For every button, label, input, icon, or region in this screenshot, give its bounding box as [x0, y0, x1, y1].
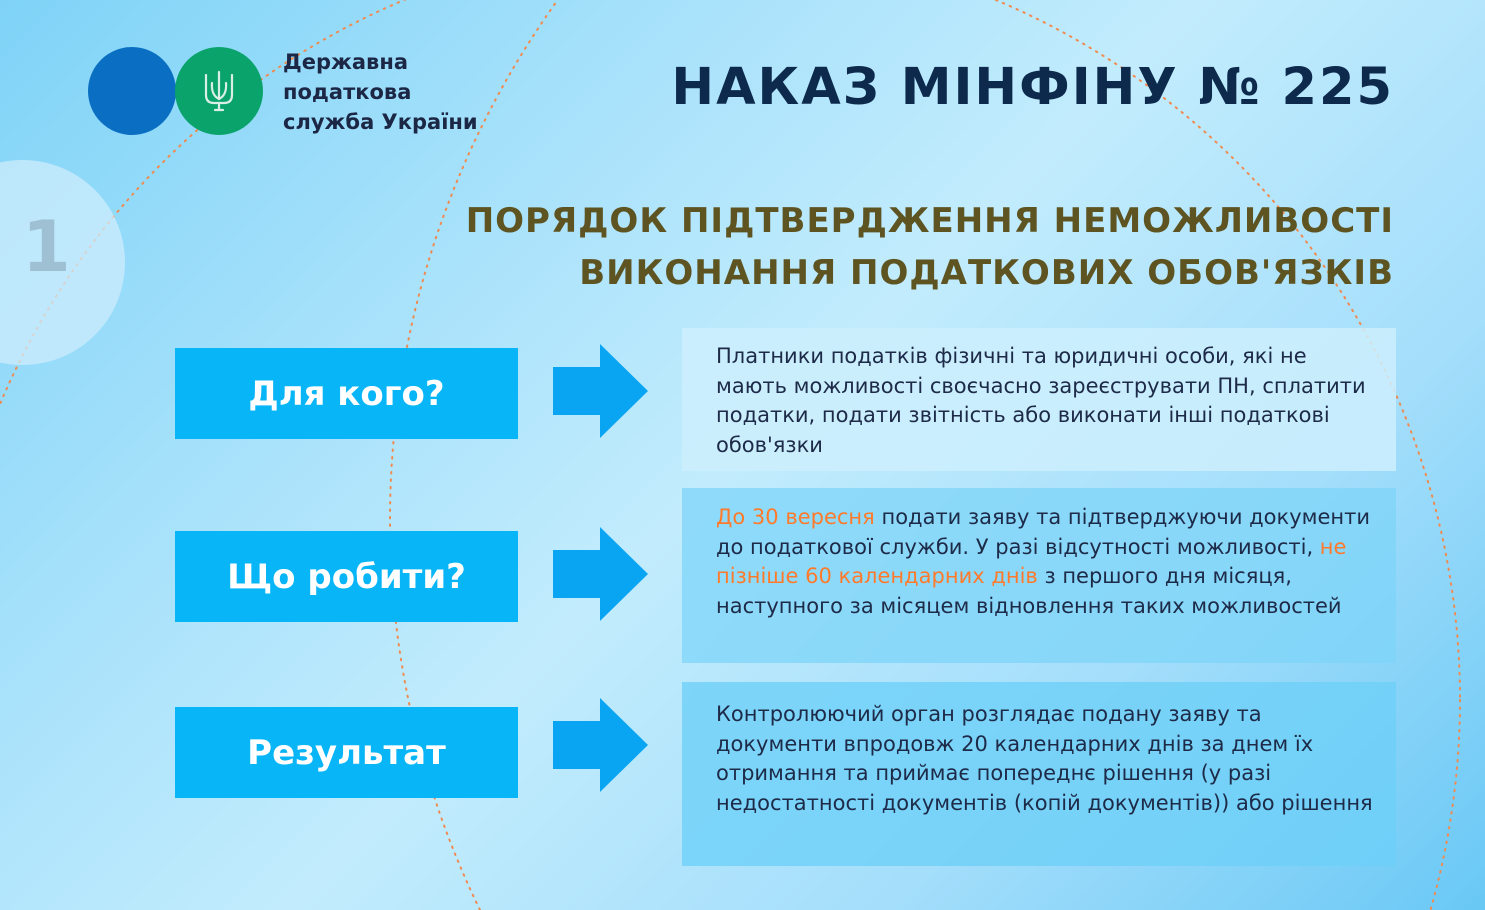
organization-name-line: Державна: [283, 50, 409, 74]
subtitle-line: ВИКОНАННЯ ПОДАТКОВИХ ОБОВ'ЯЗКІВ: [579, 253, 1394, 293]
label-result: [175, 707, 518, 798]
page-subtitle: [466, 195, 1394, 299]
label-what: [175, 531, 518, 622]
page-title: НАКАЗ МІНФІНУ № 225: [671, 58, 1394, 117]
label-result-text: Результат: [247, 732, 446, 773]
info-result-text: Контролюючий орган розглядає подану заяву та документи впродовж 20 календарних днів за днем їх отримання та приймає попереднє рішення (у разі недостатності документів (копій документів)) або рішення: [716, 702, 1373, 815]
organization-name-line: податкова: [283, 80, 412, 104]
label-who: [175, 348, 518, 439]
info-what-text: подати заяву та підтверджуючи документи до податкової служби. У разі відсутності можливості,: [716, 505, 1370, 559]
subtitle-line: ПОРЯДОК ПІДТВЕРДЖЕННЯ НЕМОЖЛИВОСТІ: [465, 201, 1394, 241]
info-box-who: [682, 328, 1396, 471]
organization-name-line: служба України: [283, 110, 478, 134]
deadline-highlight: не пізніше 60 календарних днів: [716, 534, 1347, 589]
label-what-text: Що робити?: [227, 556, 466, 597]
info-box-result: [682, 682, 1396, 866]
info-box-what: [682, 488, 1396, 663]
deadline-highlight: До 30 вересня: [716, 505, 875, 529]
info-what-text: з першого дня місяця, наступного за місяцем відновлення таких можливостей: [716, 564, 1342, 618]
label-who-text: Для кого?: [248, 373, 445, 414]
logo-green-circle: [175, 47, 263, 135]
arrow-right-icon: [553, 344, 648, 438]
arrow-right-icon: [553, 698, 648, 792]
info-who-text: Платники податків фізичні та юридичні особи, які не мають можливості своєчасно зареєструвати ПН, сплатити податки, подати звітність або виконати інші податкові обов'язки: [716, 344, 1366, 457]
trident-icon: [202, 69, 236, 113]
organization-name: [283, 47, 478, 137]
logo-blue-circle: [88, 47, 176, 135]
arrow-right-icon: [553, 527, 648, 621]
page-number: 1: [22, 206, 71, 288]
page-number-circle: [0, 160, 125, 365]
